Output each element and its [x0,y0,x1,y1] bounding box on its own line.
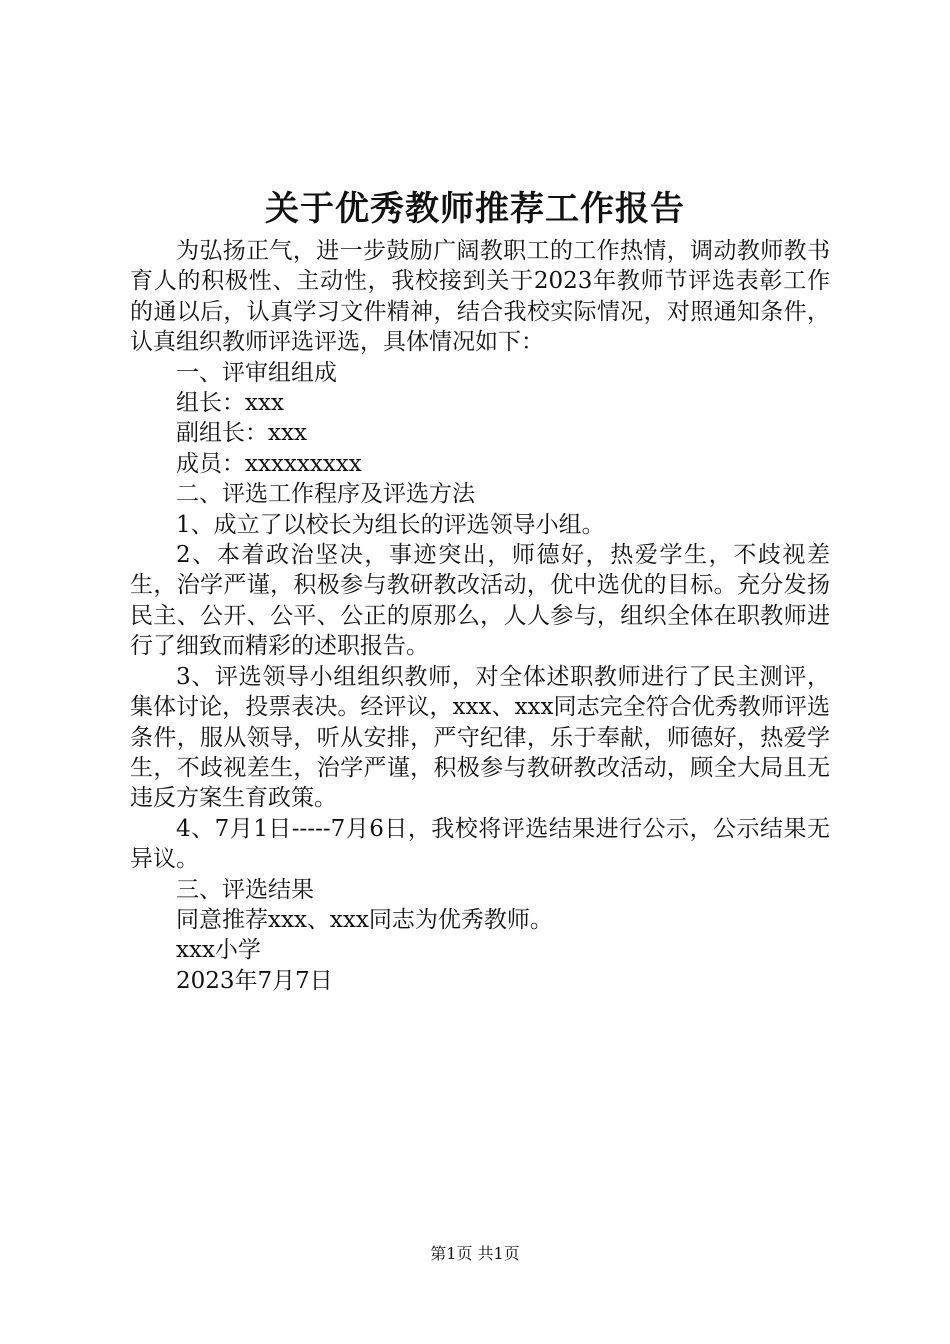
section1-heading: 一、评审组组成 [176,359,337,386]
page-footer: 第1页 共1页 [430,1244,520,1263]
intro-paragraph: 为弘扬正气，进一步鼓励广阔教职工的工作热情，调动教师教书育人的积极性、主动性，我校接到关于2023年教师节评选表彰工作的通以后，认真学习文件精神，结合我校实际情况，对照通知条件，认真组织教师评选评选，具体情况如下： [130,238,830,356]
document-body [130,236,830,996]
leader-line: 组长：xxx [176,390,284,417]
signature-date: 2023年7月7日 [176,967,333,994]
step1-paragraph: 1、成立了以校长为组长的评选领导小组。 [176,511,605,538]
section2-heading: 二、评选工作程序及评选方法 [176,481,475,508]
result-line: 同意推荐xxx、xxx同志为优秀教师。 [176,906,553,933]
step2-paragraph: 2、本着政治坚决，事迹突出，师德好，热爱学生，不歧视差生，治学严谨，积极参与教研教改活动，优中选优的目标。充分发扬民主、公开、公平、公正的原那么，人人参与，组织全体在职教师进行了细致而精彩的述职报告。 [130,542,830,660]
document-title: 关于优秀教师推荐工作报告 [265,189,685,229]
signature-org: xxx小学 [176,937,261,964]
section3-heading: 三、评选结果 [176,876,314,903]
deputy-leader-line: 副组长：xxx [176,420,307,447]
step4-paragraph: 4、7月1日-----7月6日，我校将评选结果进行公示，公示结果无异议。 [130,815,830,873]
step3-paragraph: 3、评选领导小组组织教师，对全体述职教师进行了民主测评，集体讨论，投票表决。经评议，xxx、xxx同志完全符合优秀教师评选条件，服从领导，听从安排，严守纪律，乐于奉献，师德好，热爱学生，不歧视差生，治学严谨，积极参与教研教改活动，顾全大局且无违反方案生育政策。 [130,663,830,812]
members-line: 成员：xxxxxxxxx [176,450,362,477]
